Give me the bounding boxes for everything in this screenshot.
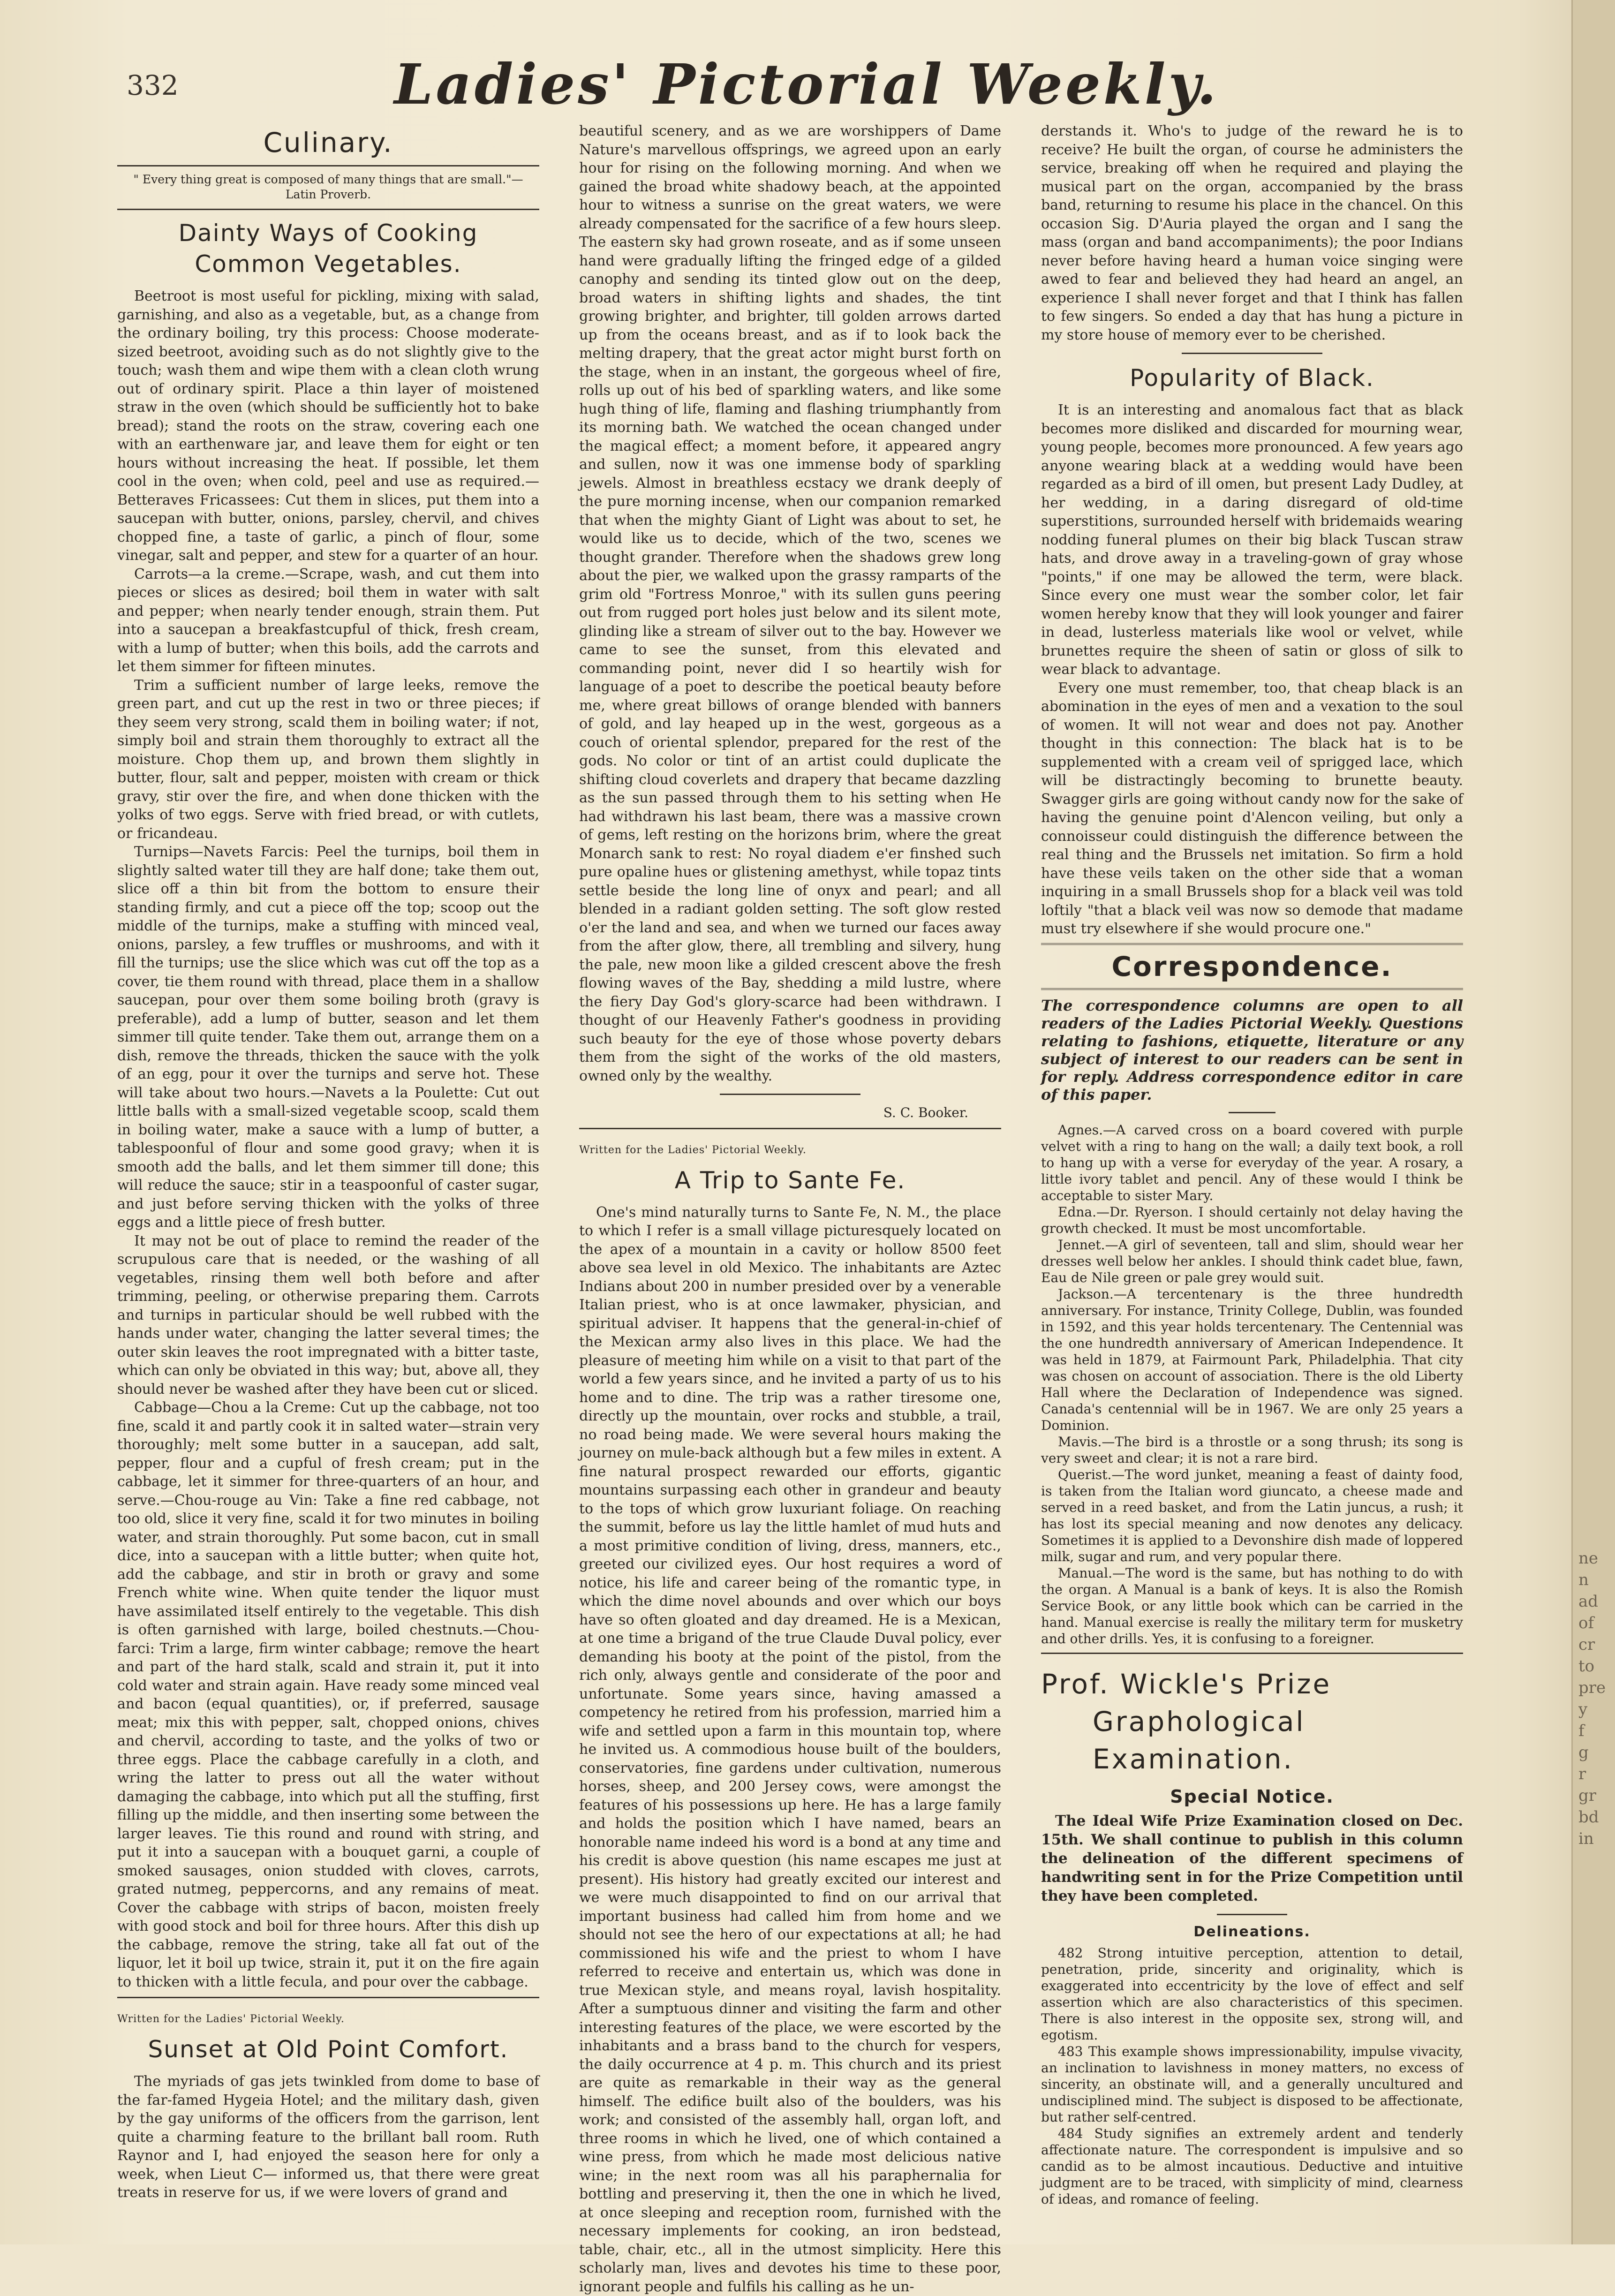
divider: [117, 1997, 539, 1998]
trip-article-title: A Trip to Sante Fe.: [598, 1165, 982, 1196]
correspondence-heading: Correspondence.: [1041, 943, 1463, 990]
special-notice-title: Special Notice.: [1041, 1786, 1463, 1807]
paragraph-beetroot: Beetroot is most useful for pickling, mixing with salad, garnishing, and also as a vegetable, but, as a change from the ordinary boiling, try this process: Choose moderate-sized beetroot, avoiding such as do not slightly give to the touch; wash them and wipe them with a clean cloth wrung out of ordinary spirit. Place a thin layer of moistened straw in the oven (which should be sufficiently hot to bake bread); stand the roots on the straw, covering each one with an earthenware jar, and leave them for eight or ten hours without increasing the heat. If possible, let them cool in the oven; when cold, peel and use as required.—Betteraves Fricassees: Cut them in slices, put them into a saucepan with butter, onions, parsley, chervil, and chives chopped fine, a taste of garlic, a pinch of flour, some vinegar, salt and pepper, and stew for a quarter of an hour.: [117, 287, 539, 565]
divider: [117, 165, 539, 166]
divider: [1217, 1914, 1287, 1915]
reply-jackson: Jackson.—A tercentenary is the three hundredth anniversary. For instance, Trinity College, Dublin, was founded in 1592, and this year holds tercentenary. The Centennial was the one hundredth anniversary of American Independence. It was held in 1879, at Fairmount Park, Philadelphia. That city was chosen on account of association. There is the old Liberty Hall where the Declaration of Independence was signed. Canada's centennial will be in 1967. We are only 25 years a Dominion.: [1041, 1286, 1463, 1434]
prize-examination-heading: [1041, 1665, 1463, 1778]
vegetables-article-title: Dainty Ways of Cooking Common Vegetables.: [136, 218, 521, 279]
culinary-heading: Culinary.: [117, 127, 539, 159]
sunset-article-title: Sunset at Old Point Comfort.: [136, 2034, 521, 2065]
column-2: [579, 122, 1001, 2296]
paragraph-trip: One's mind naturally turns to Sante Fe, N. M., the place to which I refer is a small village picturesquely located on the apex of a mountain in a cavity or hollow 8500 feet above sea level in old Mexico. The inhabitants are Aztec Indians about 200 in number presided over by a venerable Italian priest, who is at once lawmaker, physician, and spiritual adviser. It happens that the general-in-chief of the Mexican army also lives in this place. We had the pleasure of meeting him while on a visit to that part of the world a few years since, and he invited a party of us to his home and to dine. The trip was a rather tiresome one, directly up the mountain, over rocks and stubble, a trail, no road being made. We were several hours making the journey on mule-back although but a few miles in extent. A fine natural prospect rewarded our efforts, gigantic mountains surpassing each other in grandeur and beauty to the tops of which grow luxuriant foliage. On reaching the summit, before us lay the little hamlet of mud huts and a most primitive condition of living, dress, manners, etc., greeted our civilized eyes. Our host requires a word of notice, his life and career being of the romantic type, in which the dime novel abounds and over which our boys have so often gloated and day dreamed. He is a Mexican, at one time a brigand of the true Claude Duval policy, ever demanding his booty at the point of the pistol, from the rich only, always gentle and considerate of the poor and unfortunate. Some years since, having amassed a competency he retired from his profession, married him a wife and settled upon a farm in this mountain top, where he invited us. A commodious house built of the boulders, conservatories, fine gardens under cultivation, numerous horses, sheep, and 200 Jersey cows, were amongst the features of his possessions up here. He has a large family and holds the position which I have named, bears an honorable name indeed his word is a bond at any time and his credit is above question (his name escapes me just at present). His history had greatly excited our interest and we were much disappointed to find on our arrival that important business had called him from home and we should not see the hero of our expectations at all; he had commissioned his wife and the priest to whom I have referred to receive and entertain us, which was done in true Mexican style, and means royal, lavish hospitality. After a sumptuous dinner and visiting the farm and other interesting features of the place, we were escorted by the inhabitants and a brass band to the church for vespers, the daily occurrence at 4 p. m. This church and its priest are quite as remarkable in their way as the general himself. The edifice built also of the boulders, was his work; and consisted of the assembly hall, organ loft, and three rooms in which he lived, one of which contained a wine press, from which he made most delicious native wine; in the next room was all his paraphernalia for bottling and preserving it, then the one in which he lived, at once sleeping and reception room, furnished with the necessary implements for cooking, an iron bedstead, table, chair, etc., all in the utmost simplicity. Here this scholarly man, lives and devotes his time to these poor, ignorant people and fulfils his calling as he un-: [579, 1203, 1001, 2296]
divider: [1229, 1112, 1275, 1113]
paragraph-leeks: Trim a sufficient number of large leeks, remove the green part, and cut up the rest in two or three pieces; if they seem very strong, scald them in boiling water; if not, simply boil and strain them thoroughly to extract all the moisture. Chop them up, and brown them slightly in butter, flour, salt and pepper, moisten with cream or thick gravy, stir over the fire, and when done thicken with the yolks of two eggs. Serve with fried bread, or with cutlets, or fricandeau.: [117, 676, 539, 843]
paragraph-black-2: Every one must remember, too, that cheap black is an abomination in the eyes of men and a vexation to the soul of women. It will not wear and does not pay. Another thought in this connection: The black hat is to be supplemented with a cream veil of sprigged lace, which will be distractingly becoming to brunette beauty. Swagger girls are going without candy now for the sake of having the genuine point d'Alencon veiling, but only a connoisseur could distinguish the difference between the real thing and the Brussels net imitation. So firm a hold have these veils taken on the other side that a woman inquiring in a small Brussels shop for a black veil was told loftily "that a black veil was now so demode that madame must try elsewhere if she would procure one.": [1041, 679, 1463, 938]
divider: [1041, 1653, 1463, 1654]
trip-credit-line: Written for the Ladies' Pictorial Weekly.: [579, 1143, 1001, 1157]
prize-heading-line-1: Prof. Wickle's Prize: [1041, 1665, 1463, 1703]
paragraph-turnips: Turnips—Navets Farcis: Peel the turnips, boil them in slightly salted water till they are half done; take them out, slice off a thin bit from the bottom to ensure their standing firmly, and cut a piece off the top; scoop out the middle of the turnips, make a stuffing with minced veal, onions, parsley, a few truffles or mushrooms, and with it fill the turnips; use the slice which was cut off the top as a cover, tie them round with thread, place them in a shallow saucepan, pour over them some boiling broth (gravy is preferable), add a lump of butter, season and let them simmer till quite tender. Take them out, arrange them on a dish, remove the threads, thicken the sauce with the yolk of an egg, pour it over the turnips and serve hot. These will take about two hours.—Navets a la Poulette: Cut out little balls with a small-sized vegetable scoop, scald them in boiling water, make a sauce with a lump of butter, a tablespoonful of flour and some good gravy; when it is smooth add the balls, and let them simmer till done; this will reduce the sauce; stir in a teaspoonful of caster sugar, and just before serving thicken with the yolks of three eggs and a little piece of fresh butter.: [117, 843, 539, 1232]
paragraph-black-1: It is an interesting and anomalous fact that as black becomes more disliked and discarded for mourning wear, young people, becomes more pronounced. A few years ago anyone wearing black at a wedding would have been regarded as a bird of ill omen, but present Lady Dudley, at her wedding, in a daring disregard of old-time superstitions, surrounded herself with bridemaids wearing nodding funeral plumes on their big black Tuscan straw hats, and drove away in a traveling-gown of gray whose "points," if one may be allowed the term, were black. Since every one must wear the somber color, let fair women hereby know that they will look younger and fairer in dead, lusterless materials like wool or velvet, while brunettes require the sheen of satin or gloss of silk to wear black to advantage.: [1041, 401, 1463, 679]
paragraph-trip-continued: derstands it. Who's to judge of the reward he is to receive? He built the organ, of course he administers the service, breaking off when he required and playing the musical part on the organ, accompanied by the brass band, returning to resume his place in the chancel. On this occasion Sig. D'Auria played the organ and I sang the mass (organ and band accompaniments); the poor Indians never before having heard a human voice singing were awed to fear and believed they had heard an angel, an experience I shall never forget and that I think has fallen to few singers. So ended a day that has hung a picture in my store house of memory ever to be cherished.: [1041, 122, 1463, 344]
paragraph-cabbage: Cabbage—Chou a la Creme: Cut up the cabbage, not too fine, scald it and partly cook it in salted water—strain very thoroughly; melt some butter in a saucepan, add salt, pepper, flour and a cupful of fresh cream; put in the cabbage, let it simmer for three-quarters of an hour, and serve.—Chou-rouge au Vin: Take a fine red cabbage, not too old, slice it very fine, scald it for two minutes in boiling water, and strain thoroughly. Put some bacon, cut in small dice, into a saucepan with a little butter; when quite hot, add the cabbage, and stir in broth or gravy and some French white wine. When quite tender the liquor must have assimilated itself entirely to the vegetable. This dish is often garnished with large, boiled chestnuts.—Chou-farci: Trim a large, firm winter cabbage; remove the heart and part of the hard stalk, scald and strain it, put it into cold water and strain again. Have ready some minced veal and bacon (equal quantities), or, if preferred, sausage meat; mix this with pepper, salt, chopped onions, chives and chervil, according to taste, and the yolks of two or three eggs. Place the cabbage carefully in a cloth, and wring the latter to press out all the water without damaging the cabbage, into which put all the stuffing, first filling up the middle, and then inserting some between the larger leaves. Tie this round and round with string, and put it into a saucepan with a bouquet garni, a couple of smoked sausages, onion studded with cloves, carrots, grated nutmeg, peppercorns, and any remains of meat. Cover the cabbage with strips of bacon, moisten freely with good stock and boil for three hours. After this dish up the cabbage, remove the string, take all fat out of the liquor, let it boil up twice, strain it, put it on the fire again to thicken with a little fecula, and pour over the cabbage.: [117, 1398, 539, 1991]
sunset-credit-line: Written for the Ladies' Pictorial Weekly.: [117, 2012, 539, 2026]
page-number: 332: [127, 69, 179, 101]
paragraph-washing: It may not be out of place to remind the reader of the scrupulous care that is needed, or the washing of all vegetables, rinsing them well both before and after trimming, peeling, or otherwise preparing them. Carrots and turnips in particular should be well rubbed with the hands under water, changing the latter several times; the outer skin leaves the root impregnated with a bitter taste, which can only be obviated in this way; but, above all, they should never be washed after they have been cut or sliced.: [117, 1232, 539, 1399]
divider: [579, 1128, 1001, 1129]
column-3: [1041, 122, 1463, 2207]
black-article-title: Popularity of Black.: [1060, 363, 1444, 393]
reply-querist: Querist.—The word junket, meaning a feast of dainty food, is taken from the Italian word giuncato, a cheese made and served in a reed basket, and from the Latin juncus, a rush; it has lost its special meaning and now denotes any delicacy. Sometimes it is applied to a Devonshire dish made of loppered milk, sugar and rum, and very popular there.: [1041, 1466, 1463, 1565]
correspondence-intro: The correspondence columns are open to all readers of the Ladies Pictorial Weekly. Questions relating to fashions, etiquette, literature or any subject of interest to our readers can be sent in for reply. Address correspondence editor in care of this paper.: [1041, 997, 1463, 1103]
special-notice-text: The Ideal Wife Prize Examination closed on Dec. 15th. We shall continue to publish in this column the delineation of the different specimens of handwriting sent in for the Prize Competition until they have been completed.: [1041, 1812, 1463, 1905]
divider: [117, 209, 539, 210]
reply-mavis: Mavis.—The bird is a throstle or a song thrush; its song is very sweet and clear; it is not a rare bird.: [1041, 1434, 1463, 1466]
adjacent-page-edge: [1571, 0, 1615, 2244]
latin-proverb: " Every thing great is composed of many things that are small."—Latin Proverb.: [122, 172, 535, 202]
delineation-484: 484 Study signifies an extremely ardent and tenderly affectionate nature. The correspondent is impulsive and so candid as to be almost incautious. Deductive and intuitive judgment are to be traced, with simplicity of mind, clearness of ideas, and romance of feeling.: [1041, 2125, 1463, 2207]
reply-manual: Manual.—The word is the same, but has nothing to do with the organ. A Manual is a bank of keys. It is also the Romish Service Book, or any little book which can be carried in the hand. Manual exercise is really the military term for musketry and other drills. Yes, it is confusing to a foreigner.: [1041, 1565, 1463, 1647]
sunset-signature: S. C. Booker.: [579, 1103, 1001, 1122]
reply-edna: Edna.—Dr. Ryerson. I should certainly not delay having the growth checked. It must be most uncomfortable.: [1041, 1204, 1463, 1237]
paragraph-carrots: Carrots—a la creme.—Scrape, wash, and cut them into pieces or slices as desired; boil them in water with salt and pepper; when nearly tender enough, strain them. Put into a saucepan a breakfastcupful of thick, fresh cream, with a lump of butter; when this boils, add the carrots and let them simmer for fifteen minutes.: [117, 565, 539, 676]
divider: [720, 1094, 860, 1095]
paragraph-sunset-1: The myriads of gas jets twinkled from dome to base of the far-famed Hygeia Hotel; and the military dash, given by the gay uniforms of the officers from the garrison, lent quite a charming feature to the brillant ball room. Ruth Raynor and I, had enjoyed the season here for only a week, when Lieut C— informed us, that there were great treats in reserve for us, if we were lovers of grand and: [117, 2072, 539, 2202]
reply-jennet: Jennet.—A girl of seventeen, tall and slim, should wear her dresses well below her ankles. I should think cadet blue, fawn, Eau de Nile green or pale grey would suit.: [1041, 1237, 1463, 1286]
delineation-482: 482 Strong intuitive perception, attention to detail, penetration, pride, sincerity and originality, which is exaggerated into eccentricity by the love of effect and self assertion which are also characteristics of this specimen. There is also interest in the opposite sex, strong will, and egotism.: [1041, 1945, 1463, 2043]
prize-heading-line-2: Graphological Examination.: [1041, 1703, 1463, 1778]
paragraph-sunset-continued: beautiful scenery, and as we are worshippers of Dame Nature's marvellous offsprings, we agreed upon an early hour for rising on the following morning. And when we gained the broad white shadowy beach, at the appointed hour to witness a sunrise on the great waters, we were already compensated for the sacrifice of a few hours sleep. The eastern sky had grown roseate, and as if some unseen hand were gradually lifting the fringed edge of a gilded canophy and sending its tinted glow out on the deep, broad waters in shifting lights and shades, the tint growing brighter, and brighter, till golden arrows darted up from the oceans breast, and as if to look back the melting drapery, that the great actor might burst forth on the stage, when in an instant, the gorgeous wheel of fire, rolls up out of his bed of sparkling waters, and like some hugh thing of life, flaming and flashing triumphantly from its morning bath. We watched the ocean changed under the magical effect; a moment before, it appeared angry and sullen, now it was one immense body of sparkling jewels. Almost in breathless ecstacy we drank deeply of the pure morning incense, when our companion remarked that when the mighty Giant of Light was about to set, he would like us to decide, which of the two, scenes we thought grander. Therefore when the shadows grew long about the pier, we walked upon the grassy ramparts of the grim old "Fortress Monroe," with its sullen guns peering out from rugged port holes just below and its silent mote, glinding like a stream of silver out to the bay. However we came to see the sunset, from this elevated and commanding point, never did I so heartily wish for language of a poet to describe the poetical beauty before me, where great billows of orange blended with banners of gold, and lay heaped up in the west, gorgeous as a couch of oriental splendor, prepared for the rest of the gods. No color or tint of an artist could duplicate the shifting cloud coverlets and drapery that became dazzling as the sun passed through them to his setting when He had withdrawn his last beam, there was a massive crown of gems, left resting on the horizons brim, where the great Monarch sank to rest: No royal diadem e'er finshed such pure opaline hues or glistening amethyst, while topaz tints settle beside the long line of onyx and pearl; and all blended in a radiant golden setting. The soft glow rested o'er the land and sea, and when we turned our faces away from the after glow, there, all trembling and silvery, hung the pale, new moon like a gilded crescent above the fresh flowing waves of the Bay, shedding a mild lustre, where the fiery Day God's glory-scarce had been withdrawn. I thought of our Heavenly Father's goodness in providing such beauty for the eye of those whose poverty debars them from the sight of the works of the old masters, owned only by the wealthy.: [579, 122, 1001, 1085]
adjacent-page-text: ne n ad of cr to pre y f g r gr bd in: [1578, 1548, 1615, 1850]
reply-agnes: Agnes.—A carved cross on a board covered with purple velvet with a ring to hang on the wall; a daily text book, a roll to hang up with a verse for everyday of the year. A rosary, a little ivory tablet and pencil. Any of these would I think be acceptable to sister Mary.: [1041, 1122, 1463, 1204]
column-1: [117, 122, 539, 2202]
delineation-483: 483 This example shows impressionability, impulse vivacity, an inclination to lavishness in money matters, no excess of sincerity, an obstinate will, and a generally uncultured and undisciplined mind. The subject is disposed to be affectionate, but rather self-centred.: [1041, 2043, 1463, 2125]
masthead-title: Ladies' Pictorial Weekly.: [127, 52, 1487, 117]
delineations-title: Delineations.: [1041, 1924, 1463, 1940]
divider: [1182, 353, 1322, 354]
